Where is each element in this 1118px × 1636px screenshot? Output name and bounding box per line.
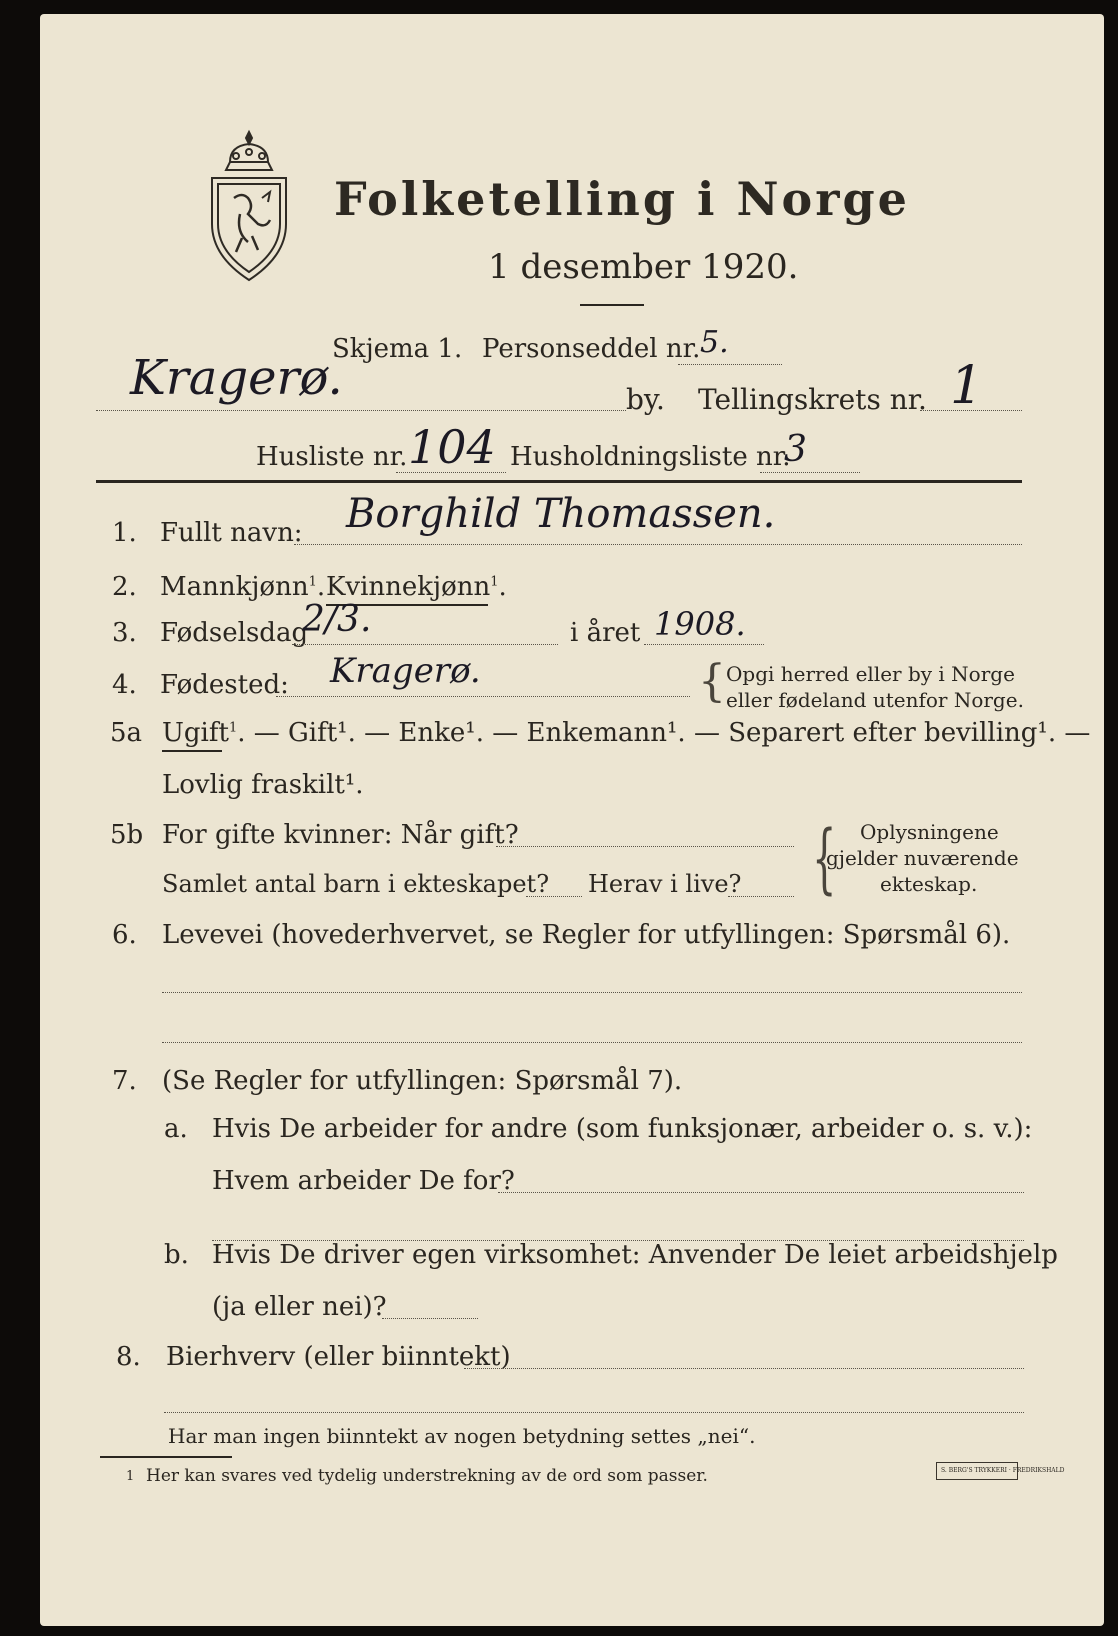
q2-female-label: Kvinnekjønn (326, 572, 491, 602)
q4-label: Fødested: (160, 670, 289, 700)
husholdning-value: 3 (784, 429, 807, 470)
birth-year-value: 1908. (654, 605, 746, 643)
person-number-field[interactable] (678, 364, 782, 365)
q2-number: 2. (112, 572, 137, 602)
person-number-value: 5. (700, 325, 729, 360)
q2-option-male[interactable]: Mannkjønn$^1$. (160, 572, 326, 602)
side-income-field-2[interactable] (164, 1412, 1024, 1413)
birth-year-field[interactable] (644, 644, 764, 645)
q5b-number: 5b (110, 820, 144, 850)
husliste-label: Husliste nr. (256, 442, 408, 472)
city-value: Kragerø. (130, 350, 343, 406)
q1-number: 1. (112, 518, 137, 548)
q8-note: Har man ingen biinntekt av nogen betydning settes „nei“. (168, 1424, 756, 1448)
q5b-label-3: Herav i live? (588, 870, 742, 898)
q7a-letter: a. (164, 1114, 188, 1144)
q5b-label-2: Samlet antal barn i ekteskapet? (162, 870, 550, 898)
q7a-label-2: Hvem arbeider De for? (212, 1166, 515, 1196)
q2-male-label: Mannkjønn (160, 572, 309, 602)
children-alive-field[interactable] (728, 896, 794, 897)
q5b-note-2: gjelder nuværende (826, 846, 1019, 870)
q5a-unmarried[interactable]: Ugift (162, 718, 229, 748)
q4-number: 4. (112, 670, 137, 700)
q5a-options: Ugift$^1$. — Gift¹. — Enke¹. — Enkemann¹. — Separert efter bevilling¹. — (162, 718, 1091, 748)
q5a-other-options[interactable]: . — Gift¹. — Enke¹. — Enkemann¹. — Separert efter bevilling¹. — (237, 718, 1091, 748)
q7-number: 7. (112, 1066, 137, 1096)
header-rule (96, 480, 1022, 483)
occupation-field-2[interactable] (162, 1042, 1022, 1043)
children-total-field[interactable] (526, 896, 582, 897)
footnote-marker: 1 (126, 1469, 135, 1484)
q5b-brace: { (812, 813, 837, 902)
q4-note-1: Opgi herred eller by i Norge (726, 662, 1015, 686)
q7b-label-2: (ja eller nei)? (212, 1292, 387, 1322)
q5b-note-3: ekteskap. (880, 872, 978, 896)
title-divider (580, 304, 644, 306)
hired-help-field[interactable] (382, 1318, 478, 1319)
footnote-rule (100, 1456, 232, 1458)
birthplace-field[interactable] (276, 696, 690, 697)
tellingskrets-value: 1 (950, 356, 984, 416)
married-date-field[interactable] (496, 846, 794, 847)
q8-label: Bierhverv (eller biinntekt) (166, 1342, 511, 1372)
employer-field-1[interactable] (498, 1192, 1024, 1193)
q7b-label-1: Hvis De driver egen virksomhet: Anvender De leiet arbeidshjelp (212, 1240, 1058, 1270)
q5b-label-1: For gifte kvinner: Når gift? (162, 820, 519, 850)
q4-note-2: eller fødeland utenfor Norge. (726, 688, 1024, 712)
full-name-value: Borghild Thomassen. (346, 491, 776, 537)
q7b-letter: b. (164, 1240, 189, 1270)
husliste-value: 104 (408, 420, 496, 474)
census-date: 1 desember 1920. (488, 247, 799, 287)
census-form-page (40, 14, 1104, 1626)
q8-number: 8. (116, 1342, 141, 1372)
q5a-number: 5a (110, 718, 143, 748)
person-number-label: Personseddel nr. (482, 334, 701, 364)
city-field[interactable] (96, 410, 626, 411)
q1-label: Fullt navn: (160, 518, 303, 548)
q6-number: 6. (112, 920, 137, 950)
birthday-field[interactable] (292, 644, 558, 645)
q3-label: Fødselsdag (160, 618, 309, 648)
q3-year-label: i året (570, 618, 641, 648)
schema-label: Skjema 1. (332, 334, 463, 364)
q5b-note-1: Oplysningene (860, 820, 999, 844)
q2-option-female[interactable]: Kvinnekjønn$^1$. (326, 572, 507, 602)
q5a-line2[interactable]: Lovlig fraskilt¹. (162, 770, 364, 800)
norwegian-coat-of-arms-icon (206, 128, 292, 284)
q7a-label-1: Hvis De arbeider for andre (som funksjonær, arbeider o. s. v.): (212, 1114, 1033, 1144)
birthday-value: 2/3. (302, 599, 372, 640)
q4-brace: { (698, 656, 726, 707)
husholdning-field[interactable] (760, 472, 860, 473)
tellingskrets-label: Tellingskrets nr. (698, 383, 927, 416)
footnote-text: Her kan svares ved tydelig understrekning av de ord som passer. (146, 1466, 708, 1486)
occupation-field-1[interactable] (162, 992, 1022, 993)
q5a-unmarried-underline (162, 750, 222, 752)
printer-stamp: S. BERG'S TRYKKERI · FREDRIKSHALD (936, 1462, 1018, 1480)
q3-number: 3. (112, 618, 137, 648)
full-name-field[interactable] (294, 544, 1022, 545)
husholdning-label: Husholdningsliste nr. (510, 442, 791, 472)
side-income-field-1[interactable] (464, 1368, 1024, 1369)
birthplace-value: Kragerø. (330, 651, 481, 691)
form-title: Folketelling i Norge (334, 172, 910, 226)
q6-label: Levevei (hovederhvervet, se Regler for utfyllingen: Spørsmål 6). (162, 920, 1011, 950)
city-suffix: by. (626, 383, 665, 416)
q7-label: (Se Regler for utfyllingen: Spørsmål 7). (162, 1066, 683, 1096)
